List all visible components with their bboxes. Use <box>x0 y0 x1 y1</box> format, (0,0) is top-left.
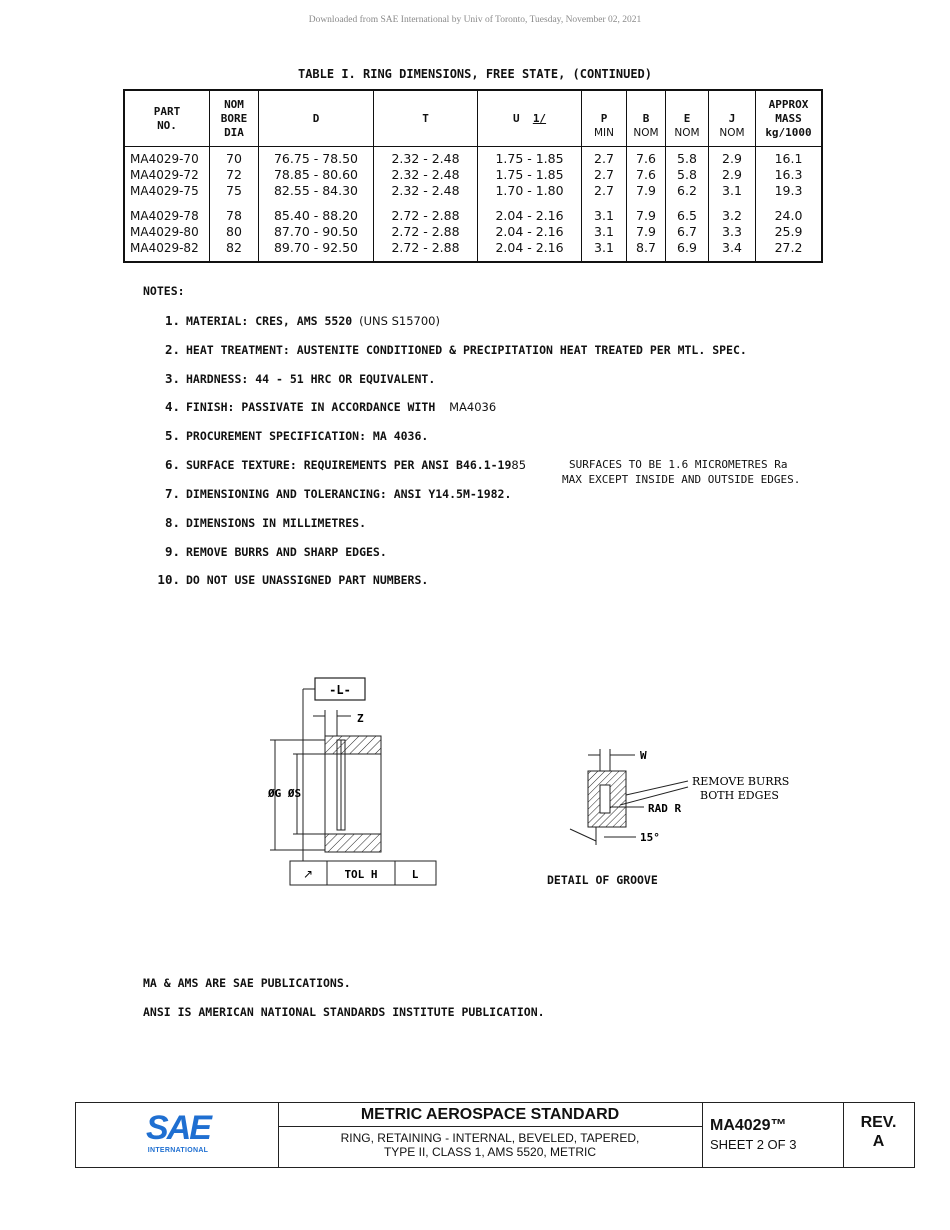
part-number: MA4029-80 <box>124 224 210 240</box>
runout-symbol-icon: ↗ <box>302 867 314 881</box>
mass-value: 25.9 <box>756 224 823 240</box>
rad-r-label: RAD R <box>648 802 682 815</box>
b-value: 7.6 <box>627 167 666 183</box>
u-value: 1.75 - 1.85 <box>478 167 582 183</box>
ring-lower-section <box>325 834 381 852</box>
note-7: 7. DIMENSIONING AND TOLERANCING: ANSI Y14.5M-1982. <box>164 486 512 501</box>
note-6: 6. SURFACE TEXTURE: REQUIREMENTS PER ANSI B46.1-1985 <box>164 457 527 472</box>
p-value: 3.1 <box>582 208 627 224</box>
d-value: 87.70 - 90.50 <box>259 224 374 240</box>
part-number: MA4029-78 <box>124 208 210 224</box>
both-edges-label: BOTH EDGES <box>700 789 779 802</box>
g-s-diameter-label: ØG ØS <box>268 787 302 800</box>
e-value: 5.8 <box>666 167 709 183</box>
note-8: 8. DIMENSIONS IN MILLIMETRES. <box>164 515 367 530</box>
u-value: 1.75 - 1.85 <box>478 151 582 167</box>
mass-value: 16.3 <box>756 167 823 183</box>
table-row <box>124 151 822 167</box>
revision-value: A <box>872 1133 885 1150</box>
sae-logo-subtitle: INTERNATIONAL <box>147 1147 209 1154</box>
p-value: 3.1 <box>582 224 627 240</box>
tol-l-label: L <box>411 868 419 881</box>
sae-logo-icon: SAE <box>146 1109 210 1147</box>
bore-dia: 70 <box>210 151 259 167</box>
bore-dia: 78 <box>210 208 259 224</box>
detail-of-groove-caption: DETAIL OF GROOVE <box>547 873 658 887</box>
j-value: 3.3 <box>709 224 756 240</box>
u-value: 1.70 - 1.80 <box>478 184 582 200</box>
b-value: 7.9 <box>627 208 666 224</box>
groove-cut <box>600 785 610 813</box>
j-value: 3.1 <box>709 184 756 200</box>
bore-dia: 82 <box>210 240 259 256</box>
note-1: 1. MATERIAL: CRES, AMS 5520 (UNS S15700) <box>164 313 440 328</box>
footnote-ansi: ANSI IS AMERICAN NATIONAL STANDARDS INSTITUTE PUBLICATION. <box>143 1005 545 1019</box>
revision-cell <box>843 1103 914 1167</box>
t-value: 2.72 - 2.88 <box>374 208 478 224</box>
j-value: 3.4 <box>709 240 756 256</box>
note-4: 4. FINISH: PASSIVATE IN ACCORDANCE WITH MA4036 <box>164 399 497 414</box>
standard-title: METRIC AEROSPACE STANDARD <box>278 1103 702 1127</box>
header-u: U 1/ <box>478 90 582 147</box>
angle-label: 15° <box>640 831 660 844</box>
e-value: 5.8 <box>666 151 709 167</box>
document-number: MA4029™ <box>710 1117 787 1134</box>
header-e: E NOM <box>666 90 709 147</box>
z-label: Z <box>357 712 364 725</box>
bore-dia: 72 <box>210 167 259 183</box>
d-value: 82.55 - 84.30 <box>259 184 374 200</box>
table-title: TABLE I. RING DIMENSIONS, FREE STATE, (CONTINUED) <box>297 67 652 81</box>
sheet-number: SHEET 2 OF 3 <box>710 1137 797 1152</box>
note-2: 2. HEAT TREATMENT: AUSTENITE CONDITIONED & PRECIPITATION HEAT TREATED PER MTL. SPEC. <box>164 342 747 357</box>
ring-dimensions-table <box>123 89 823 263</box>
bore-dia: 75 <box>210 184 259 200</box>
p-value: 3.1 <box>582 240 627 256</box>
header-mass: APPROX MASS kg/1000 <box>756 90 823 147</box>
e-value: 6.7 <box>666 224 709 240</box>
e-value: 6.9 <box>666 240 709 256</box>
part-number: MA4029-75 <box>124 184 210 200</box>
t-value: 2.72 - 2.88 <box>374 240 478 256</box>
e-value: 6.5 <box>666 208 709 224</box>
t-value: 2.32 - 2.48 <box>374 184 478 200</box>
u-value: 2.04 - 2.16 <box>478 224 582 240</box>
part-description-line-1: RING, RETAINING - INTERNAL, BEVELED, TAPERED, <box>340 1131 640 1145</box>
j-value: 3.2 <box>709 208 756 224</box>
part-number: MA4029-72 <box>124 167 210 183</box>
sae-logo-cell <box>76 1103 279 1167</box>
remove-burrs-label: REMOVE BURRS <box>692 775 790 788</box>
table-row <box>124 240 822 256</box>
document-number-cell <box>702 1103 844 1167</box>
notes-heading: NOTES: <box>143 284 185 298</box>
mass-value: 24.0 <box>756 208 823 224</box>
mass-value: 19.3 <box>756 184 823 200</box>
t-value: 2.72 - 2.88 <box>374 224 478 240</box>
u-value: 2.04 - 2.16 <box>478 240 582 256</box>
title-description-cell <box>278 1103 703 1167</box>
d-value: 76.75 - 78.50 <box>259 151 374 167</box>
header-b: B NOM <box>627 90 666 147</box>
t-value: 2.32 - 2.48 <box>374 167 478 183</box>
p-value: 2.7 <box>582 151 627 167</box>
note-6-surface-line-2: MAX EXCEPT INSIDE AND OUTSIDE EDGES. <box>562 473 801 486</box>
b-value: 8.7 <box>627 240 666 256</box>
part-number: MA4029-70 <box>124 151 210 167</box>
table-row <box>124 208 822 224</box>
header-part-no: PART NO. <box>124 90 210 147</box>
header-bore-dia: NOM BORE DIA <box>210 90 259 147</box>
tol-h-label: TOL H <box>344 868 378 881</box>
d-value: 89.70 - 92.50 <box>259 240 374 256</box>
note-5: 5. PROCUREMENT SPECIFICATION: MA 4036. <box>164 428 429 443</box>
e-value: 6.2 <box>666 184 709 200</box>
datum-label: -L- <box>329 683 351 697</box>
b-value: 7.9 <box>627 184 666 200</box>
revision-label: REV. <box>860 1114 897 1131</box>
header-t: T <box>374 90 478 147</box>
u-value: 2.04 - 2.16 <box>478 208 582 224</box>
b-value: 7.9 <box>627 224 666 240</box>
note-9: 9. REMOVE BURRS AND SHARP EDGES. <box>164 544 387 559</box>
p-value: 2.7 <box>582 184 627 200</box>
j-value: 2.9 <box>709 151 756 167</box>
table-row <box>124 184 822 200</box>
part-number: MA4029-82 <box>124 240 210 256</box>
mass-value: 27.2 <box>756 240 823 256</box>
note-10: 10. DO NOT USE UNASSIGNED PART NUMBERS. <box>157 572 429 587</box>
d-value: 78.85 - 80.60 <box>259 167 374 183</box>
title-block <box>75 1102 915 1168</box>
table-row <box>124 167 822 183</box>
table-row <box>124 224 822 240</box>
mass-value: 16.1 <box>756 151 823 167</box>
ring-section-drawing <box>255 670 455 895</box>
j-value: 2.9 <box>709 167 756 183</box>
d-value: 85.40 - 88.20 <box>259 208 374 224</box>
u-footnote-ref: 1/ <box>532 111 547 125</box>
part-description-line-2: TYPE II, CLASS 1, AMS 5520, METRIC <box>383 1145 597 1159</box>
header-j: J NOM <box>709 90 756 147</box>
groove-detail-drawing <box>560 745 820 850</box>
t-value: 2.32 - 2.48 <box>374 151 478 167</box>
ring-upper-section <box>325 736 381 754</box>
download-watermark: Downloaded from SAE International by Univ of Toronto, Tuesday, November 02, 2021 <box>308 15 642 25</box>
table-header-row <box>124 90 822 147</box>
p-value: 2.7 <box>582 167 627 183</box>
bore-dia: 80 <box>210 224 259 240</box>
note-6-surface-line-1: SURFACES TO BE 1.6 MICROMETRES Ra <box>569 458 788 471</box>
b-value: 7.6 <box>627 151 666 167</box>
header-d: D <box>259 90 374 147</box>
header-p: P MIN <box>582 90 627 147</box>
w-label: W <box>640 749 647 762</box>
footnote-sae: MA & AMS ARE SAE PUBLICATIONS. <box>143 976 351 990</box>
note-3: 3. HARDNESS: 44 - 51 HRC OR EQUIVALENT. <box>164 371 436 386</box>
